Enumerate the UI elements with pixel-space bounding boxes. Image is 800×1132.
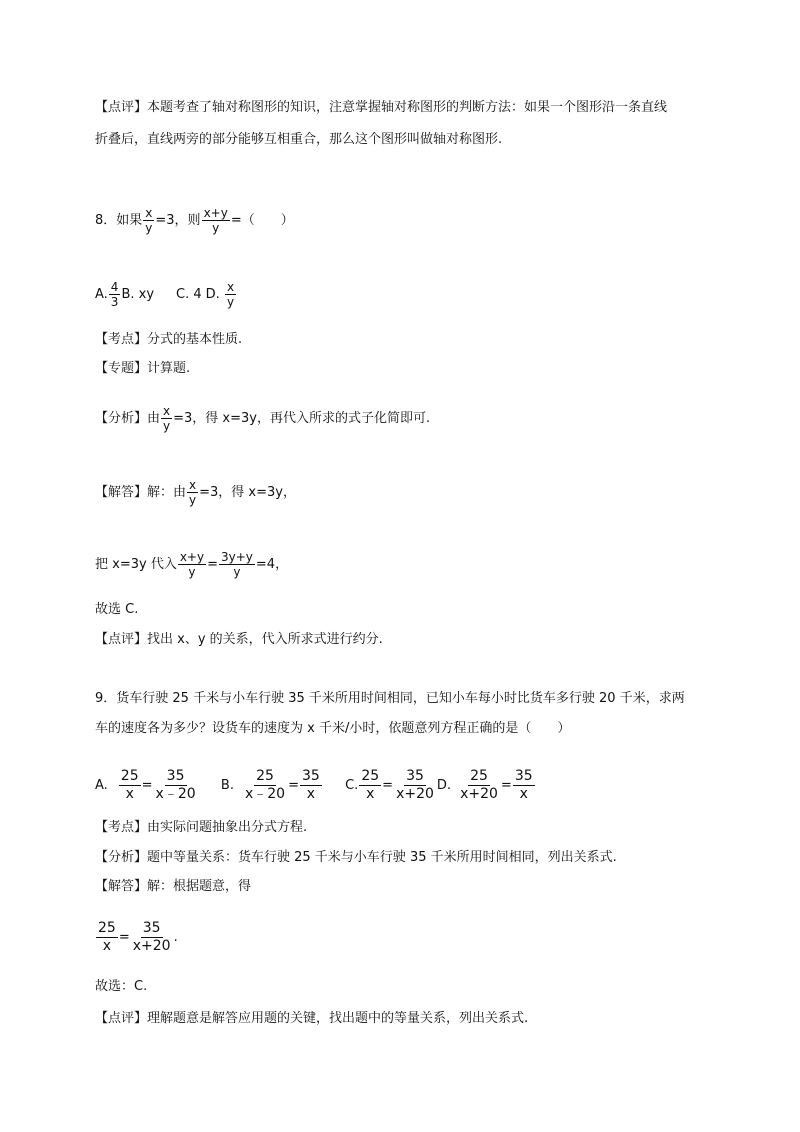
q9-d-eq: =: [500, 778, 512, 793]
q8-substitution: [95, 550, 288, 579]
q9-a-frac-2: [154, 768, 198, 803]
q9-b-frac-2: [300, 768, 322, 803]
q9-res-frac-2: [131, 920, 173, 955]
q8-cond-eq: =3，则: [155, 213, 201, 228]
q8-zhuanti: 【专题】计算题.: [95, 361, 191, 376]
q8-kaodian: 【考点】分式的基本性质.: [95, 332, 243, 347]
q8-sub-post: =4，: [255, 557, 289, 572]
numerator: x: [163, 404, 171, 418]
numerator: x+y: [179, 550, 205, 564]
numerator: 3y+y: [221, 550, 253, 564]
denominator: x+20: [396, 786, 434, 802]
numerator: x+y: [203, 206, 228, 220]
q8-fenxi: [95, 404, 430, 433]
denominator: x+20: [132, 938, 171, 954]
q9-d-frac-2: [513, 768, 535, 803]
q9-answer: 故选：C.: [95, 979, 148, 994]
q9-option-c-label: C.: [345, 778, 359, 793]
q8-sub-fraction-2: [219, 550, 255, 579]
q8-option-d-label: D.: [205, 287, 220, 302]
q9-a-frac-1: [119, 768, 141, 803]
denominator: y: [188, 565, 196, 579]
prev-comment-line2: 折叠后，直线两旁的部分能够互相重合，那么这个图形叫做轴对称图形.: [95, 132, 503, 147]
q8-options: [95, 280, 237, 309]
denominator: x: [125, 786, 134, 802]
q9-result-equation: [95, 920, 178, 955]
numerator: 25: [361, 768, 380, 784]
q8-option-b: B. xy: [121, 287, 155, 302]
q8-fenxi-fraction: [161, 404, 172, 433]
q8-ask-tail: =（ ）: [230, 213, 294, 228]
denominator: y: [233, 565, 241, 579]
q9-a-eq: =: [141, 778, 153, 793]
numerator: 35: [406, 768, 424, 784]
q8-jieda-pre: 【解答】解：由: [95, 485, 187, 500]
denominator: y: [226, 295, 235, 309]
q9-stem-line2: 车的速度各为多少？设货车的速度为 x 千米/小时，依题意列方程正确的是（ ）: [95, 721, 571, 736]
q8-sub-pre: 把 x=3y 代入: [95, 557, 177, 572]
denominator: y: [189, 493, 197, 507]
q9-b-frac-1: [243, 768, 287, 803]
numerator: 4: [110, 280, 119, 294]
q9-stem-line1: 9．货车行驶 25 千米与小车行驶 35 千米所用时间相同，已知小车每小时比货车多行驶 20 千米，求两: [95, 691, 685, 706]
q8-option-a-fraction: [109, 280, 121, 309]
q9-kaodian: 【考点】由实际问题抽象出分式方程.: [95, 820, 308, 835]
q9-jieda: 【解答】解：根据题意，得: [95, 879, 252, 894]
numerator: 25: [120, 768, 139, 784]
denominator: x﹣20: [244, 786, 286, 802]
numerator: 35: [166, 768, 185, 784]
q9-res-tail: .: [173, 930, 178, 945]
numerator: x: [145, 206, 153, 220]
prev-comment-line1: 【点评】本题考查了轴对称图形的知识，注意掌握轴对称图形的判断方法：如果一个图形沿一条直线: [95, 100, 668, 115]
q8-dianping: 【点评】找出 x、y 的关系，代入所求式进行约分.: [95, 632, 383, 647]
q8-sub-fraction-1: [178, 550, 206, 579]
q9-fenxi: 【分析】题中等量关系：货车行驶 25 千米与小车行驶 35 千米所用时间相同，列出关系式.: [95, 850, 617, 865]
numerator: 25: [98, 920, 116, 936]
denominator: x: [519, 786, 528, 802]
denominator: x: [102, 938, 112, 954]
q8-cond-fraction: [143, 206, 154, 235]
q8-option-a-label: A.: [95, 287, 108, 302]
q8-option-c: C. 4: [176, 287, 202, 302]
q8-jieda: [95, 478, 296, 507]
denominator: 3: [110, 295, 119, 309]
denominator: x+20: [460, 786, 498, 802]
q8-answer: 故选 C.: [95, 602, 139, 617]
q9-res-eq: =: [118, 930, 130, 945]
q9-res-frac-1: [96, 920, 118, 955]
denominator: y: [163, 419, 171, 433]
numerator: 25: [256, 768, 274, 784]
q8-fenxi-pre: 【分析】由: [95, 411, 161, 426]
numerator: 35: [514, 768, 533, 784]
numerator: 35: [302, 768, 320, 784]
q9-b-eq: =: [288, 778, 299, 793]
q9-option-a-label: A.: [95, 778, 108, 793]
q8-fenxi-post: =3，得 x=3y，再代入所求的式子化简即可.: [173, 411, 431, 426]
denominator: y: [145, 221, 153, 235]
q9-c-frac-1: [359, 768, 381, 803]
numerator: x: [189, 478, 197, 492]
q9-option-b-label: B.: [220, 778, 234, 793]
numerator: 25: [470, 768, 488, 784]
denominator: x: [306, 786, 316, 802]
q9-dianping: 【点评】理解题意是解答应用题的关键，找出题中的等量关系，列出关系式.: [95, 1011, 529, 1026]
q8-ask-fraction: [202, 206, 230, 235]
denominator: y: [212, 221, 220, 235]
q8-prefix: 8．如果: [95, 213, 143, 228]
q8-option-d-fraction: [225, 280, 236, 309]
numerator: x: [226, 280, 235, 294]
q9-d-frac-1: [458, 768, 500, 803]
q8-jieda-fraction: [187, 478, 198, 507]
q8-stem: [95, 206, 294, 235]
q9-option-d-label: D.: [436, 778, 452, 793]
numerator: 35: [142, 920, 161, 936]
q8-jieda-post: =3，得 x=3y，: [199, 485, 296, 500]
q8-sub-eq: =: [207, 557, 218, 572]
q9-options: [95, 768, 536, 803]
denominator: x﹣20: [155, 786, 196, 802]
denominator: x: [366, 786, 375, 802]
q9-c-eq: =: [382, 778, 394, 793]
q9-c-frac-2: [394, 768, 436, 803]
